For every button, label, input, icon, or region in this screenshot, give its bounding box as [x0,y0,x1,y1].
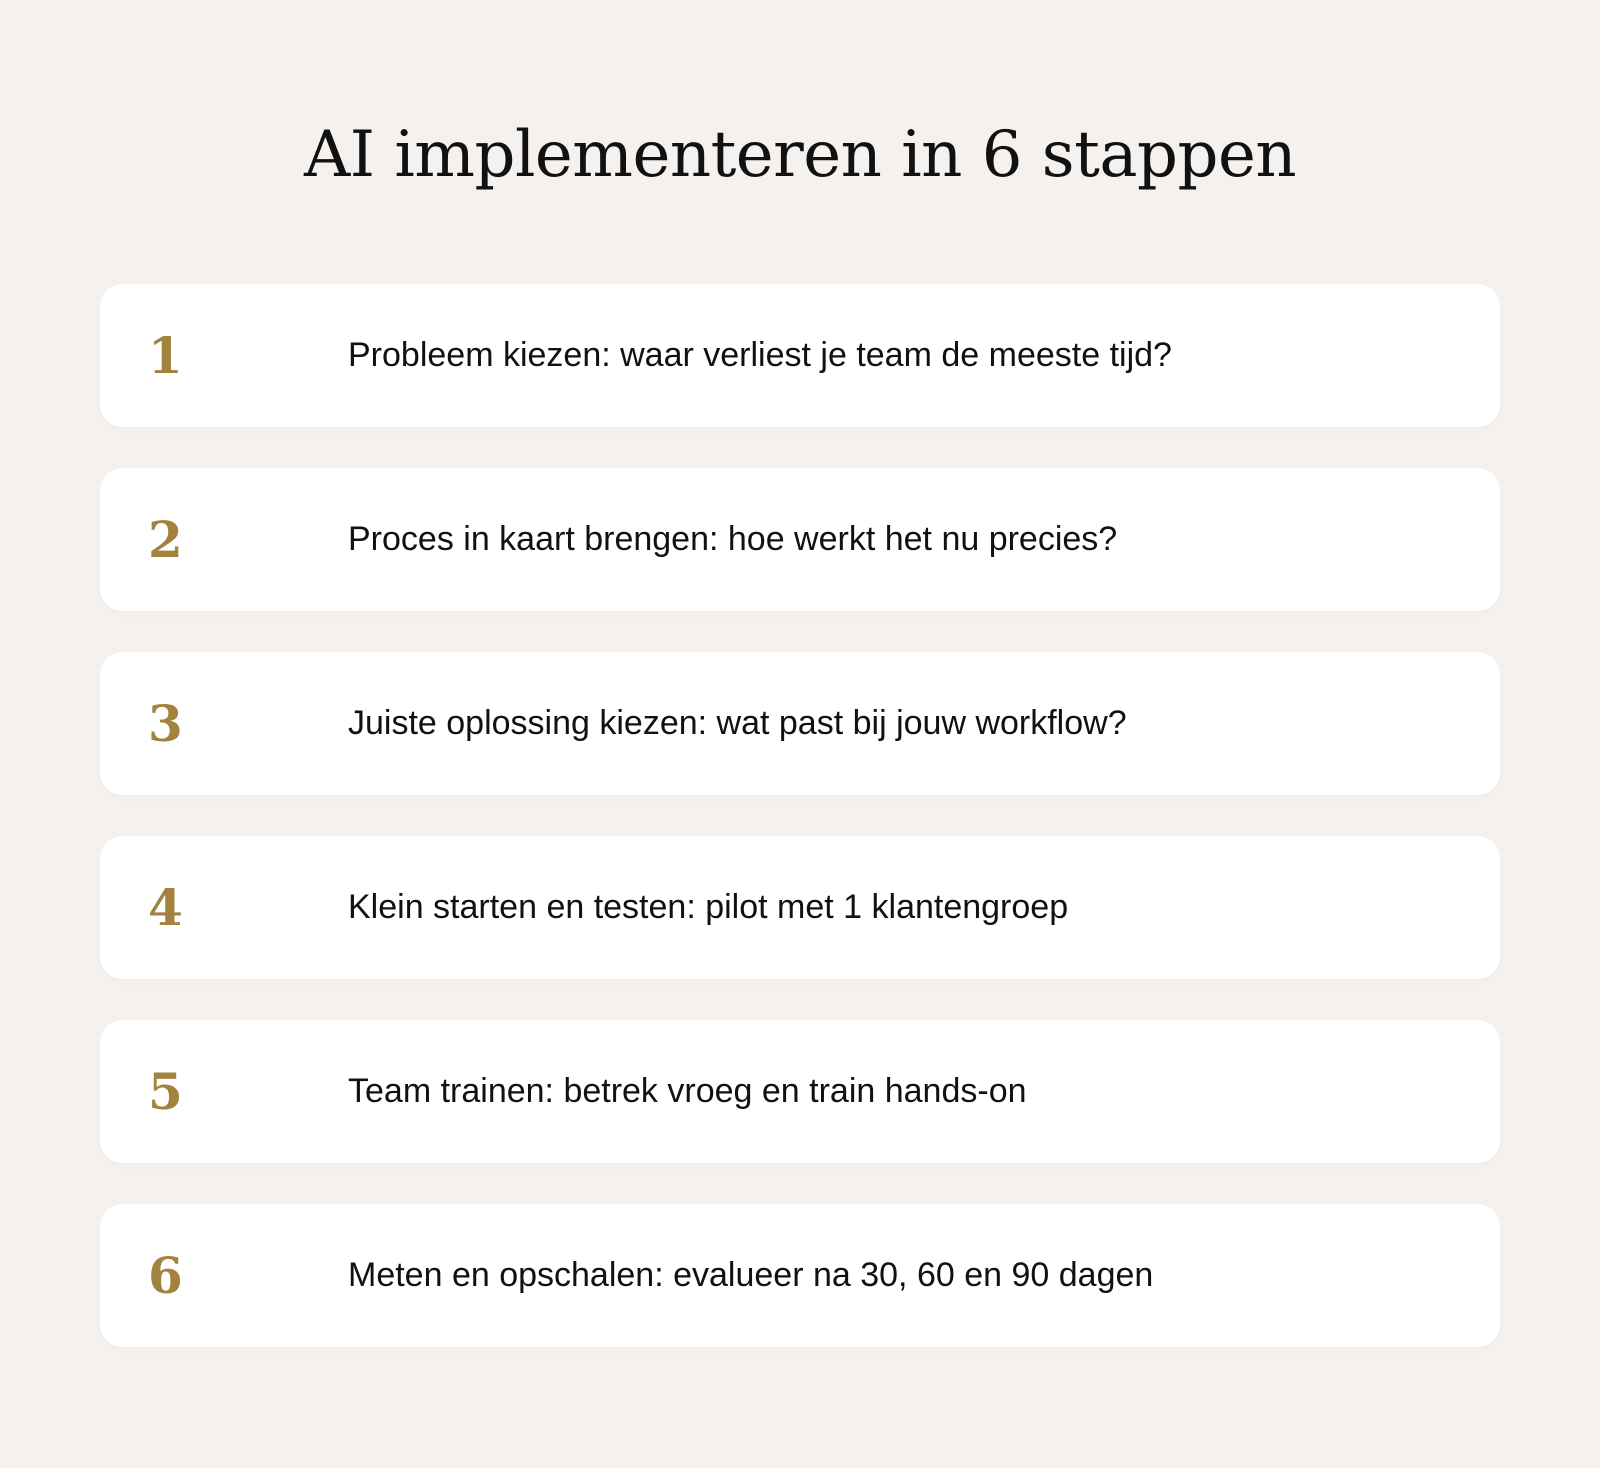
step-number: 4 [148,878,183,937]
step-text: Team trainen: betrek vroeg en train hands-on [348,1072,1027,1110]
step-card-3 [100,652,1500,795]
step-text: Juiste oplossing kiezen: wat past bij jouw workflow? [348,704,1127,742]
step-text: Proces in kaart brengen: hoe werkt het nu precies? [348,520,1118,558]
step-card-4 [100,836,1500,979]
steps-list [100,284,1500,1388]
step-number: 5 [148,1062,183,1121]
step-card-6 [100,1204,1500,1347]
step-card-5 [100,1020,1500,1163]
step-number: 1 [148,326,183,385]
step-number: 3 [148,694,183,753]
step-number: 6 [148,1246,183,1305]
step-card-1 [100,284,1500,427]
step-number: 2 [148,510,183,569]
step-card-2 [100,468,1500,611]
step-text: Klein starten en testen: pilot met 1 klantengroep [348,888,1069,926]
step-text: Meten en opschalen: evalueer na 30, 60 en 90 dagen [348,1256,1154,1294]
step-text: Probleem kiezen: waar verliest je team de meeste tijd? [348,336,1172,374]
page-title: AI implementeren in 6 stappen [303,118,1297,192]
